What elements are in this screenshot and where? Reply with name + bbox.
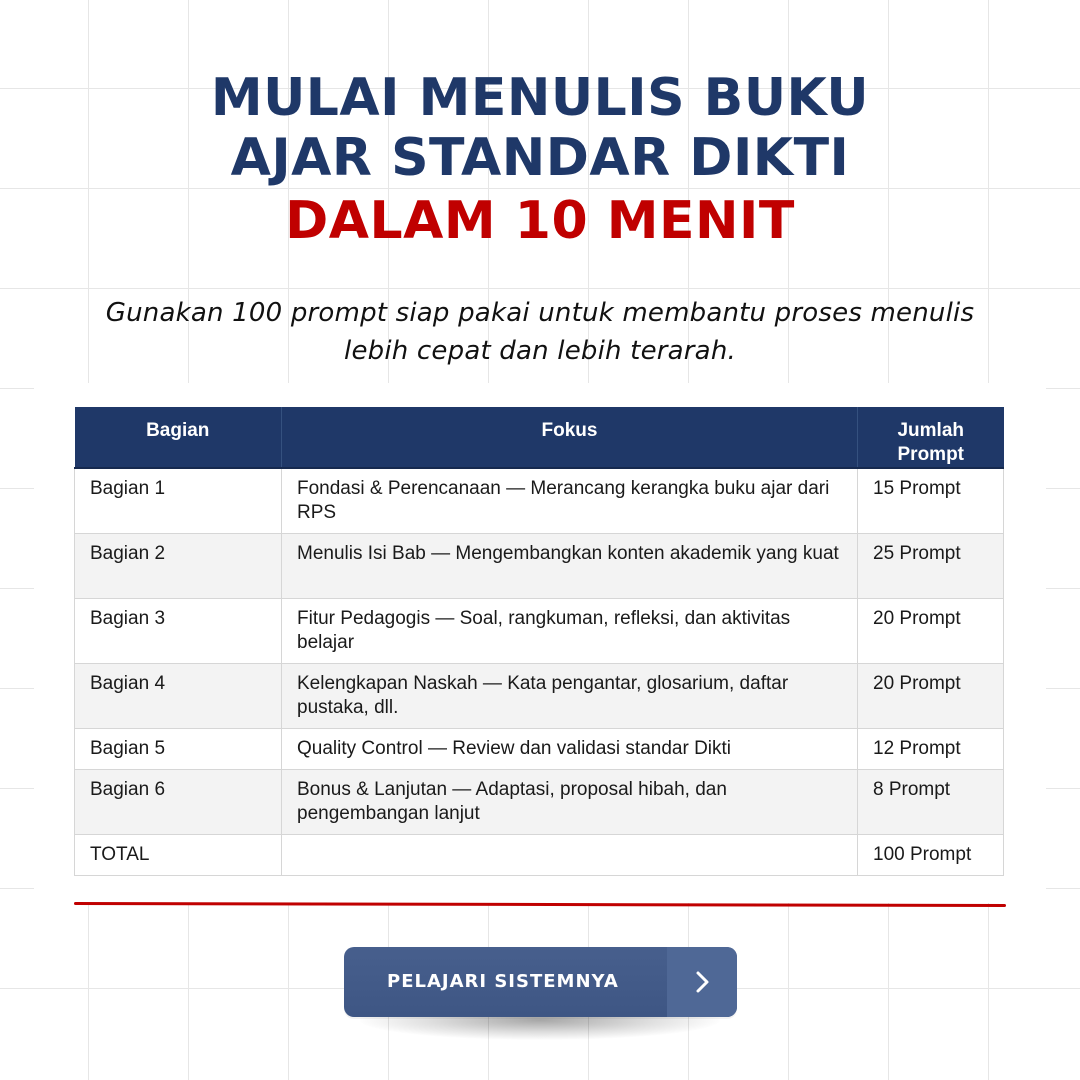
learn-system-button-label[interactable]: PELAJARI SISTEMNYA xyxy=(387,971,619,992)
table-row xyxy=(75,599,1004,664)
cell-bagian: Bagian 6 xyxy=(75,770,282,835)
cell-fokus: Kelengkapan Naskah — Kata pengantar, glosarium, daftar pustaka, dll. xyxy=(282,664,858,729)
cell-fokus: Bonus & Lanjutan — Adaptasi, proposal hibah, dan pengembangan lanjut xyxy=(282,770,858,835)
table-row-total xyxy=(75,835,1004,876)
table-row xyxy=(75,664,1004,729)
subtitle-line-2: lebih cepat dan lebih terarah. xyxy=(344,336,736,366)
cell-jumlah: 12 Prompt xyxy=(858,729,1004,770)
cell-jumlah: 20 Prompt xyxy=(858,664,1004,729)
red-divider xyxy=(74,902,1006,907)
header-fokus: Fokus xyxy=(282,407,858,468)
header-jumlah-line-1: Jumlah xyxy=(897,420,965,441)
subtitle-line-1: Gunakan 100 prompt siap pakai untuk membantu proses menulis xyxy=(105,298,975,328)
cell-jumlah: 20 Prompt xyxy=(858,599,1004,664)
learn-system-button[interactable] xyxy=(344,947,737,1017)
cell-fokus: Menulis Isi Bab — Mengembangkan konten akademik yang kuat xyxy=(282,534,858,599)
chevron-right-icon xyxy=(690,970,714,994)
cell-total-label: TOTAL xyxy=(75,835,282,876)
cell-total-fokus xyxy=(282,835,858,876)
cell-total-jumlah: 100 Prompt xyxy=(858,835,1004,876)
cell-jumlah: 15 Prompt xyxy=(858,468,1004,534)
table-row xyxy=(75,468,1004,534)
prompt-table xyxy=(74,407,1004,876)
cell-fokus: Fitur Pedagogis — Soal, rangkuman, refleksi, dan aktivitas belajar xyxy=(282,599,858,664)
button-arrow-box[interactable] xyxy=(667,947,737,1017)
cell-bagian: Bagian 1 xyxy=(75,468,282,534)
cell-fokus: Quality Control — Review dan validasi standar Dikti xyxy=(282,729,858,770)
header-jumlah-line-2: Prompt xyxy=(897,444,964,465)
cell-bagian: Bagian 5 xyxy=(75,729,282,770)
table-row xyxy=(75,729,1004,770)
cell-fokus: Fondasi & Perencanaan — Merancang kerangka buku ajar dari RPS xyxy=(282,468,858,534)
headline-line-1: MULAI MENULIS BUKU xyxy=(210,68,870,128)
table-row xyxy=(75,770,1004,835)
headline xyxy=(0,68,1080,251)
cell-bagian: Bagian 2 xyxy=(75,534,282,599)
cell-jumlah: 25 Prompt xyxy=(858,534,1004,599)
table-body xyxy=(75,468,1004,876)
table-row xyxy=(75,534,1004,599)
header-bagian: Bagian xyxy=(75,407,282,468)
table-header xyxy=(75,407,1004,468)
subtitle xyxy=(60,294,1020,370)
headline-line-2: AJAR STANDAR DIKTI xyxy=(230,128,850,188)
header-jumlah-prompt xyxy=(858,407,1004,468)
cell-jumlah: 8 Prompt xyxy=(858,770,1004,835)
cell-bagian: Bagian 4 xyxy=(75,664,282,729)
cell-bagian: Bagian 3 xyxy=(75,599,282,664)
headline-line-3-highlight: DALAM 10 MENIT xyxy=(285,191,795,251)
